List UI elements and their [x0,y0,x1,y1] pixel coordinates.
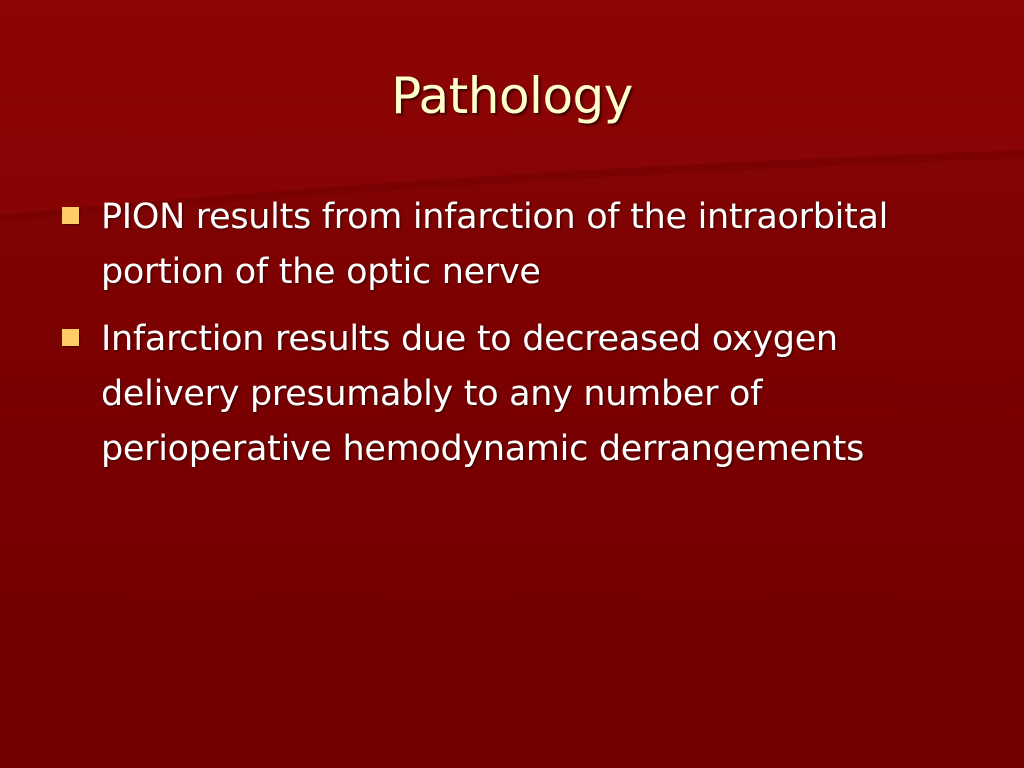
slide-title: Pathology [391,67,633,125]
bullet-item [62,312,982,477]
bullet-list [62,190,982,489]
bullet-text: PION results from infarction of the intraorbital portion of the optic nerve [101,197,889,292]
bullet-text: Infarction results due to decreased oxygen delivery presumably to any number of perioperative hemodynamic derrangements [101,319,865,469]
bullet-item [62,190,982,300]
square-bullet-icon [62,329,79,346]
square-bullet-icon [62,207,79,224]
